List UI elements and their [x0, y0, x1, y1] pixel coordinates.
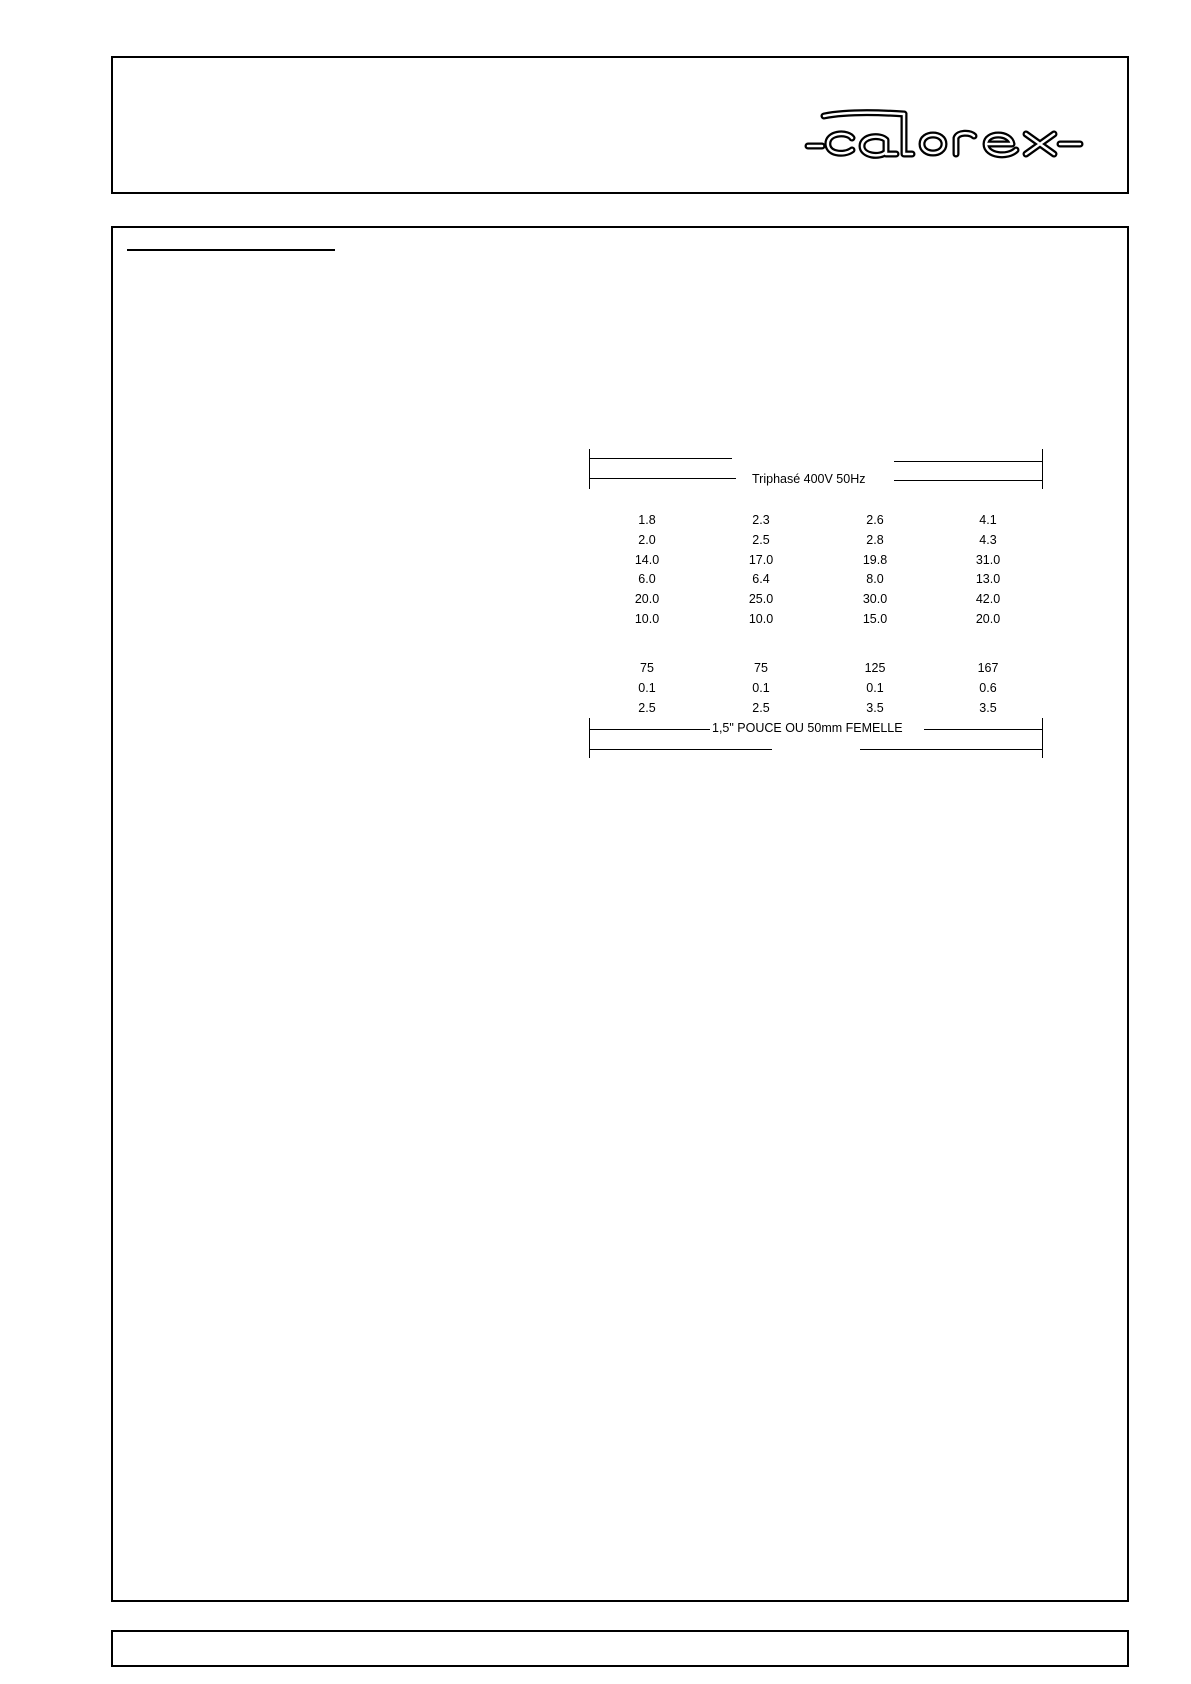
table-cell: 14.0	[634, 552, 660, 567]
table-cell: 30.0	[862, 592, 888, 607]
table-row	[592, 610, 1046, 628]
table-cell: 125	[864, 661, 886, 675]
table-cell: 167	[977, 661, 999, 675]
table-cell: 1.8	[638, 513, 656, 527]
table-cell: 0.1	[866, 680, 884, 695]
table-right-tick-bottom	[1042, 718, 1043, 758]
header-rule-right-lower	[894, 480, 1042, 481]
table-cell: 2.5	[638, 700, 656, 715]
table-row	[592, 699, 1046, 717]
header-rule-right-upper	[894, 461, 1042, 462]
table-cell: 13.0	[975, 572, 1001, 587]
calorex-logo	[804, 108, 1084, 168]
table-cell: 4.3	[979, 532, 997, 547]
table-cell: 2.8	[866, 532, 884, 547]
table-row	[592, 511, 1046, 529]
header-rule-left-lower	[590, 478, 736, 479]
table-cell: 10.0	[748, 612, 774, 626]
table-row	[592, 590, 1046, 608]
table-cell: 17.0	[748, 552, 774, 567]
table-cell: 3.5	[866, 700, 884, 715]
table-cell: 20.0	[634, 592, 660, 607]
table-left-tick-top	[589, 449, 590, 489]
table-cell: 2.0	[638, 532, 656, 547]
table-cell: 4.1	[979, 513, 997, 527]
table-cell: 25.0	[748, 592, 774, 607]
footer-rule-right-upper	[924, 729, 1042, 730]
table-cell: 15.0	[862, 612, 888, 626]
table-cell: 6.0	[638, 572, 656, 587]
table-row	[592, 659, 1046, 677]
table-row	[592, 679, 1046, 697]
table-row	[592, 551, 1046, 569]
table-cell: 0.6	[979, 680, 997, 695]
table-cell: 42.0	[975, 592, 1001, 607]
table-cell: 31.0	[975, 552, 1001, 567]
table-cell: 8.0	[866, 572, 884, 587]
connection-label: 1,5" POUCE OU 50mm FEMELLE	[712, 721, 903, 735]
supply-label: Triphasé 400V 50Hz	[752, 472, 866, 486]
table-left-tick-bottom	[589, 718, 590, 758]
header-rule-left-upper	[590, 458, 732, 459]
table-cell: 0.1	[638, 680, 656, 695]
table-cell: 20.0	[975, 612, 1001, 626]
table-cell: 2.5	[752, 532, 770, 547]
table-cell: 0.1	[752, 680, 770, 695]
table-cell: 75	[754, 661, 768, 675]
table-row	[592, 531, 1046, 549]
table-cell: 3.5	[979, 700, 997, 715]
table-row	[592, 570, 1046, 588]
table-cell: 2.5	[752, 700, 770, 715]
table-cell: 10.0	[634, 612, 660, 626]
table-cell: 19.8	[862, 552, 888, 567]
footer-frame	[111, 1630, 1129, 1667]
table-cell: 2.3	[752, 513, 770, 527]
table-cell: 2.6	[866, 513, 884, 527]
footer-rule-left-upper	[590, 729, 710, 730]
footer-rule-left-lower	[590, 749, 772, 750]
table-cell: 75	[640, 661, 654, 675]
main-frame	[111, 226, 1129, 1602]
footer-rule-right-lower	[860, 749, 1042, 750]
title-underline	[127, 249, 335, 251]
table-cell: 6.4	[752, 572, 770, 587]
table-right-tick-top	[1042, 449, 1043, 489]
